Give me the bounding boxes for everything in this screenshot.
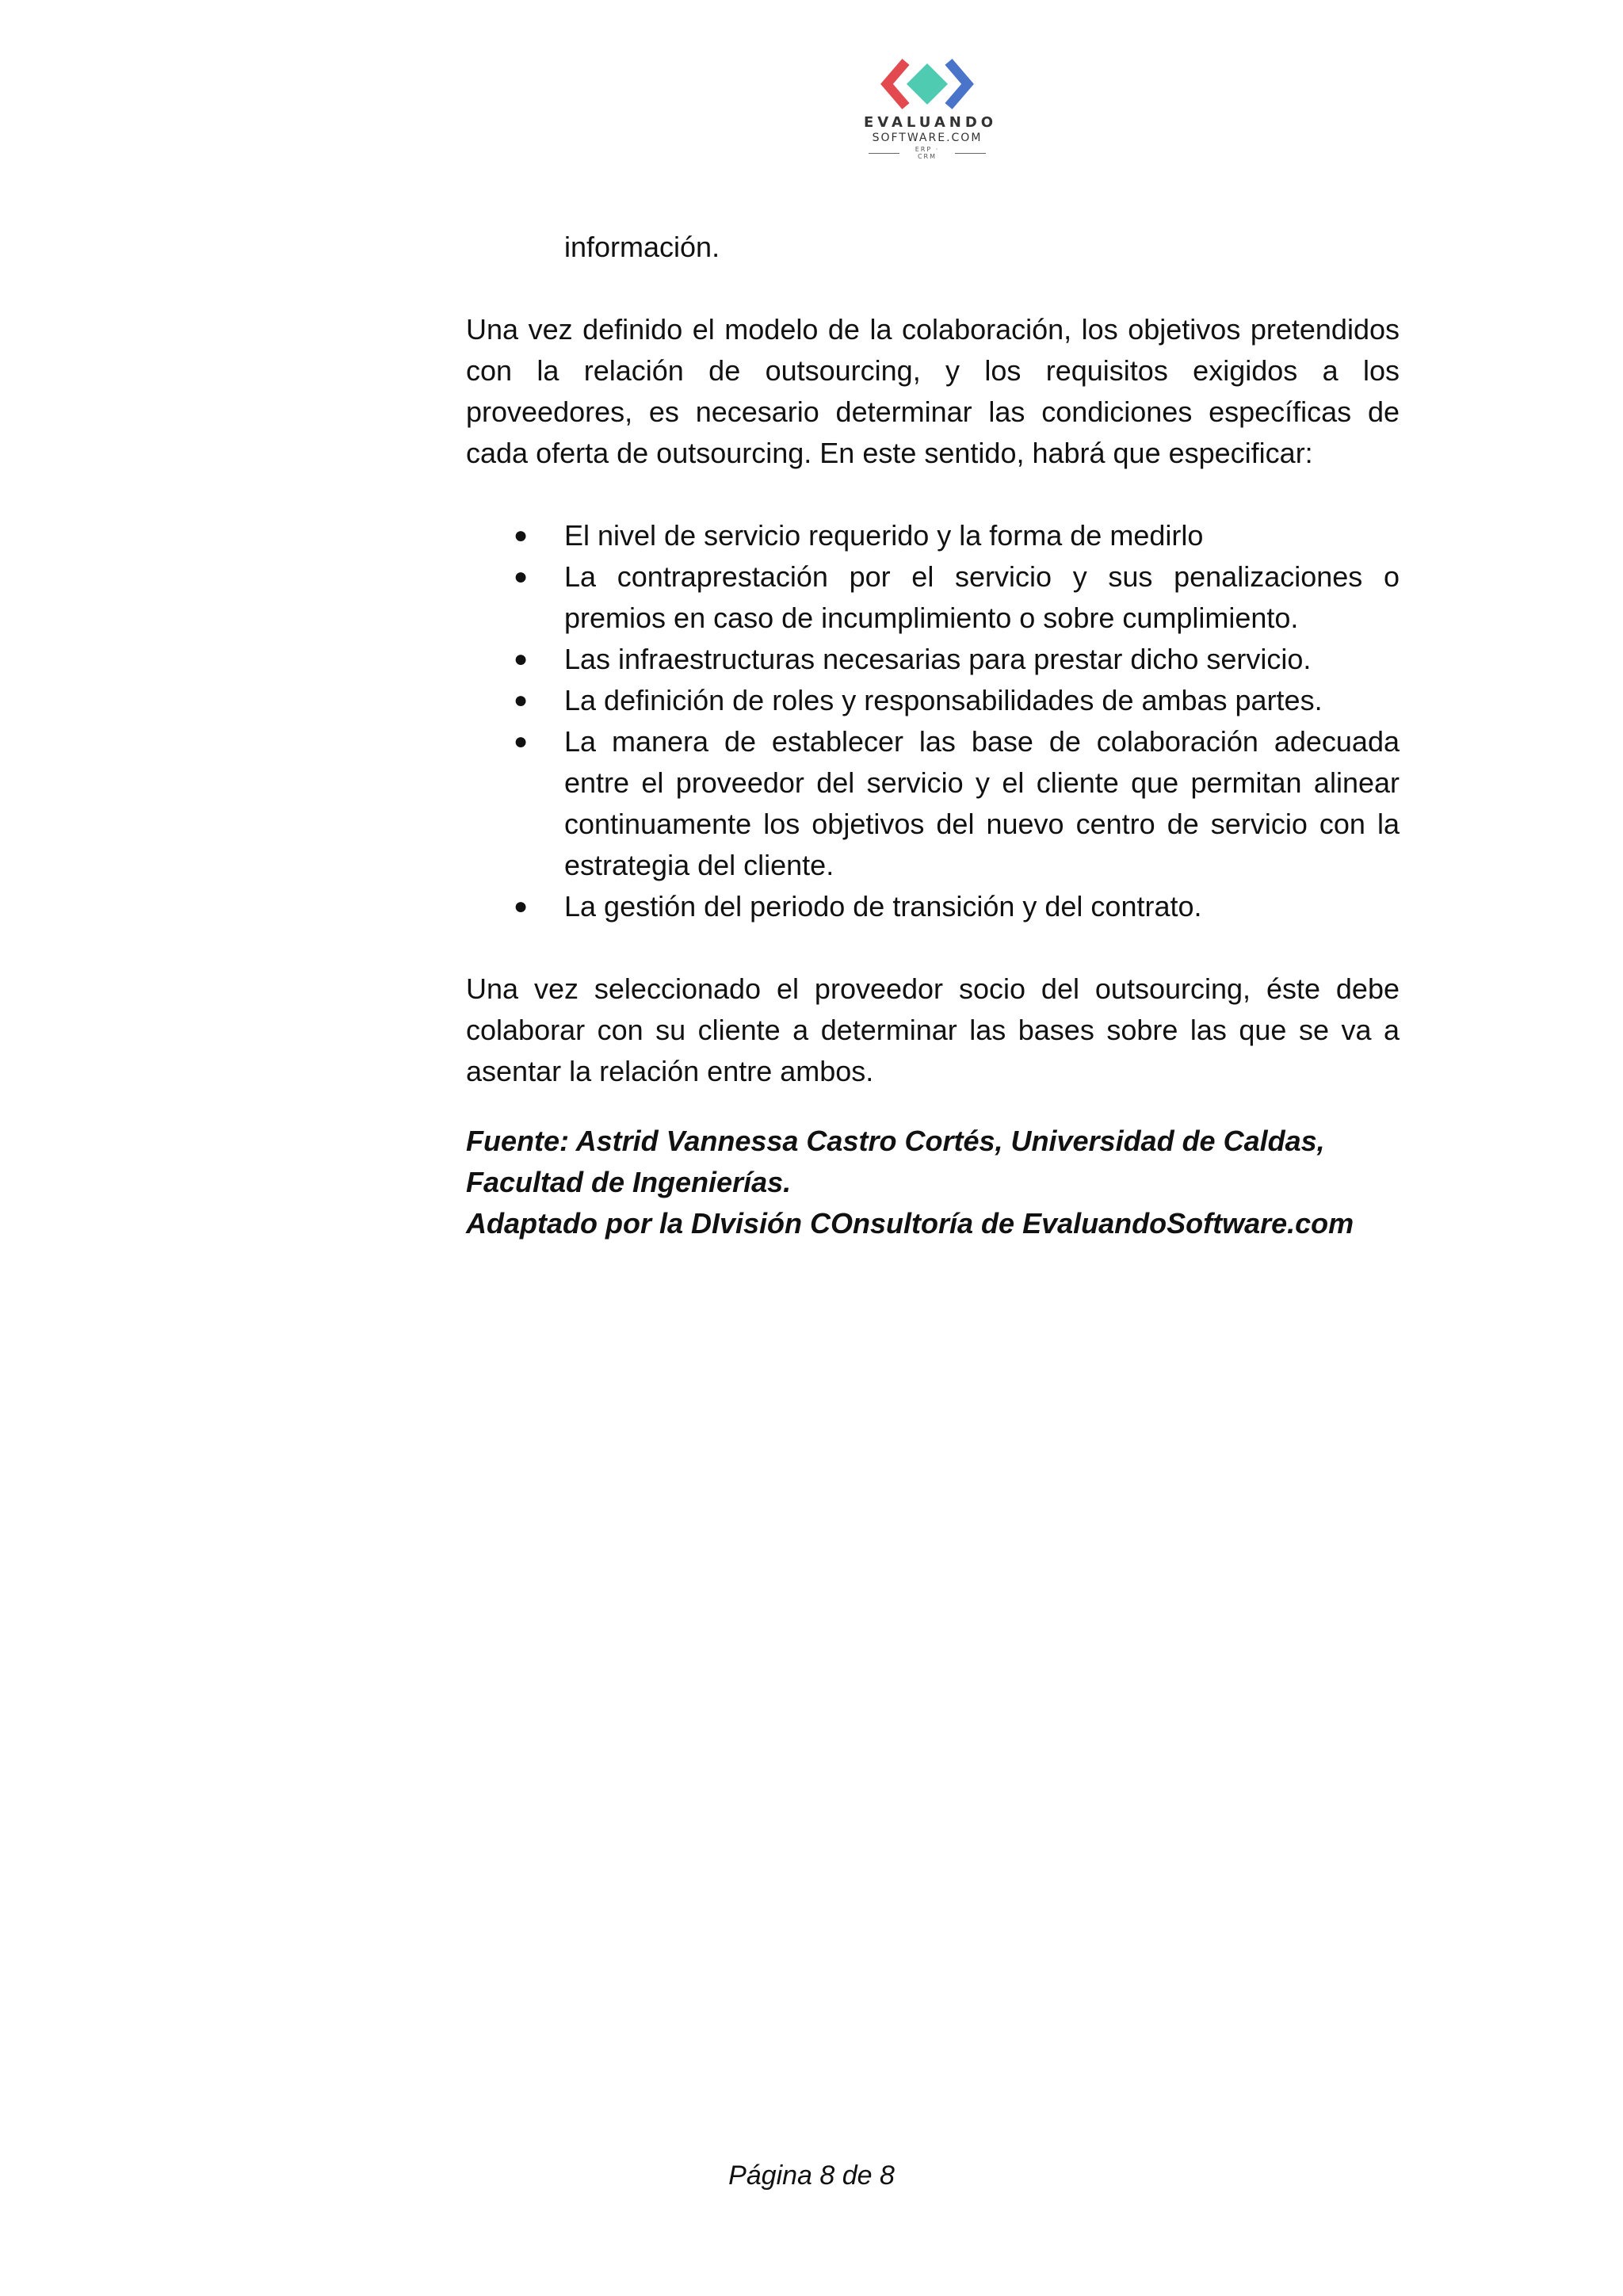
bullet-icon: ● [514, 687, 529, 713]
continuation-text: información. [564, 231, 720, 263]
list-item [466, 556, 1400, 639]
list-item-text: La definición de roles y responsabilidades de ambas partes. [564, 684, 1323, 716]
logo-text-secondary: SOFTWARE.COM [872, 132, 983, 144]
list-item-text: La manera de establecer las base de colaboración adecuada entre el proveedor del servicio y el cliente que permitan alinear continuamente los objetivos del nuevo centro de servicio con la estrategia del cliente. [564, 725, 1400, 881]
list-item [466, 721, 1400, 886]
list-item-text: La gestión del periodo de transición y del contrato. [564, 890, 1202, 923]
bullet-icon: ● [514, 522, 529, 548]
list-item [466, 639, 1400, 680]
list-item-text: El nivel de servicio requerido y la forma de medirlo [564, 519, 1204, 552]
page-number: Página 8 de 8 [728, 2160, 895, 2191]
list-item [466, 680, 1400, 721]
paragraph-1: Una vez definido el modelo de la colaboración, los objetivos pretendidos con la relación de outsourcing, y los requisitos exigidos a los proveedores, es necesario determinar las condiciones específicas de cada oferta de outsourcing. En este sentido, habrá que especificar: [466, 313, 1400, 469]
paragraph-2: Una vez seleccionado el proveedor socio del outsourcing, éste debe colaborar con su cliente a determinar las bases sobre las que se va a asentar la relación entre ambos. [466, 972, 1400, 1087]
bullet-icon: ● [514, 646, 529, 672]
source-citation [466, 1121, 1400, 1244]
list-item [466, 515, 1400, 556]
logo-text-primary: EVALUANDO [864, 114, 998, 131]
logo-icon [876, 55, 979, 113]
requirements-list [466, 515, 1400, 927]
list-item-text: Las infraestructuras necesarias para prestar dicho servicio. [564, 643, 1312, 675]
bullet-icon: ● [514, 563, 529, 590]
document-body [466, 227, 1400, 1244]
source-line-2: Adaptado por la DIvisión COnsultoría de EvaluandoSoftware.com [466, 1207, 1354, 1240]
company-logo [864, 55, 998, 174]
bullet-icon: ● [514, 728, 529, 755]
list-item [466, 886, 1400, 927]
logo-tagline: ERP · CRM [864, 146, 991, 160]
source-line-1: Fuente: Astrid Vannessa Castro Cortés, Universidad de Caldas, Facultad de Ingenierías. [466, 1125, 1325, 1198]
list-item-text: La contraprestación por el servicio y sus penalizaciones o premios en caso de incumplimiento o sobre cumplimiento. [564, 560, 1400, 634]
bullet-icon: ● [514, 893, 529, 919]
